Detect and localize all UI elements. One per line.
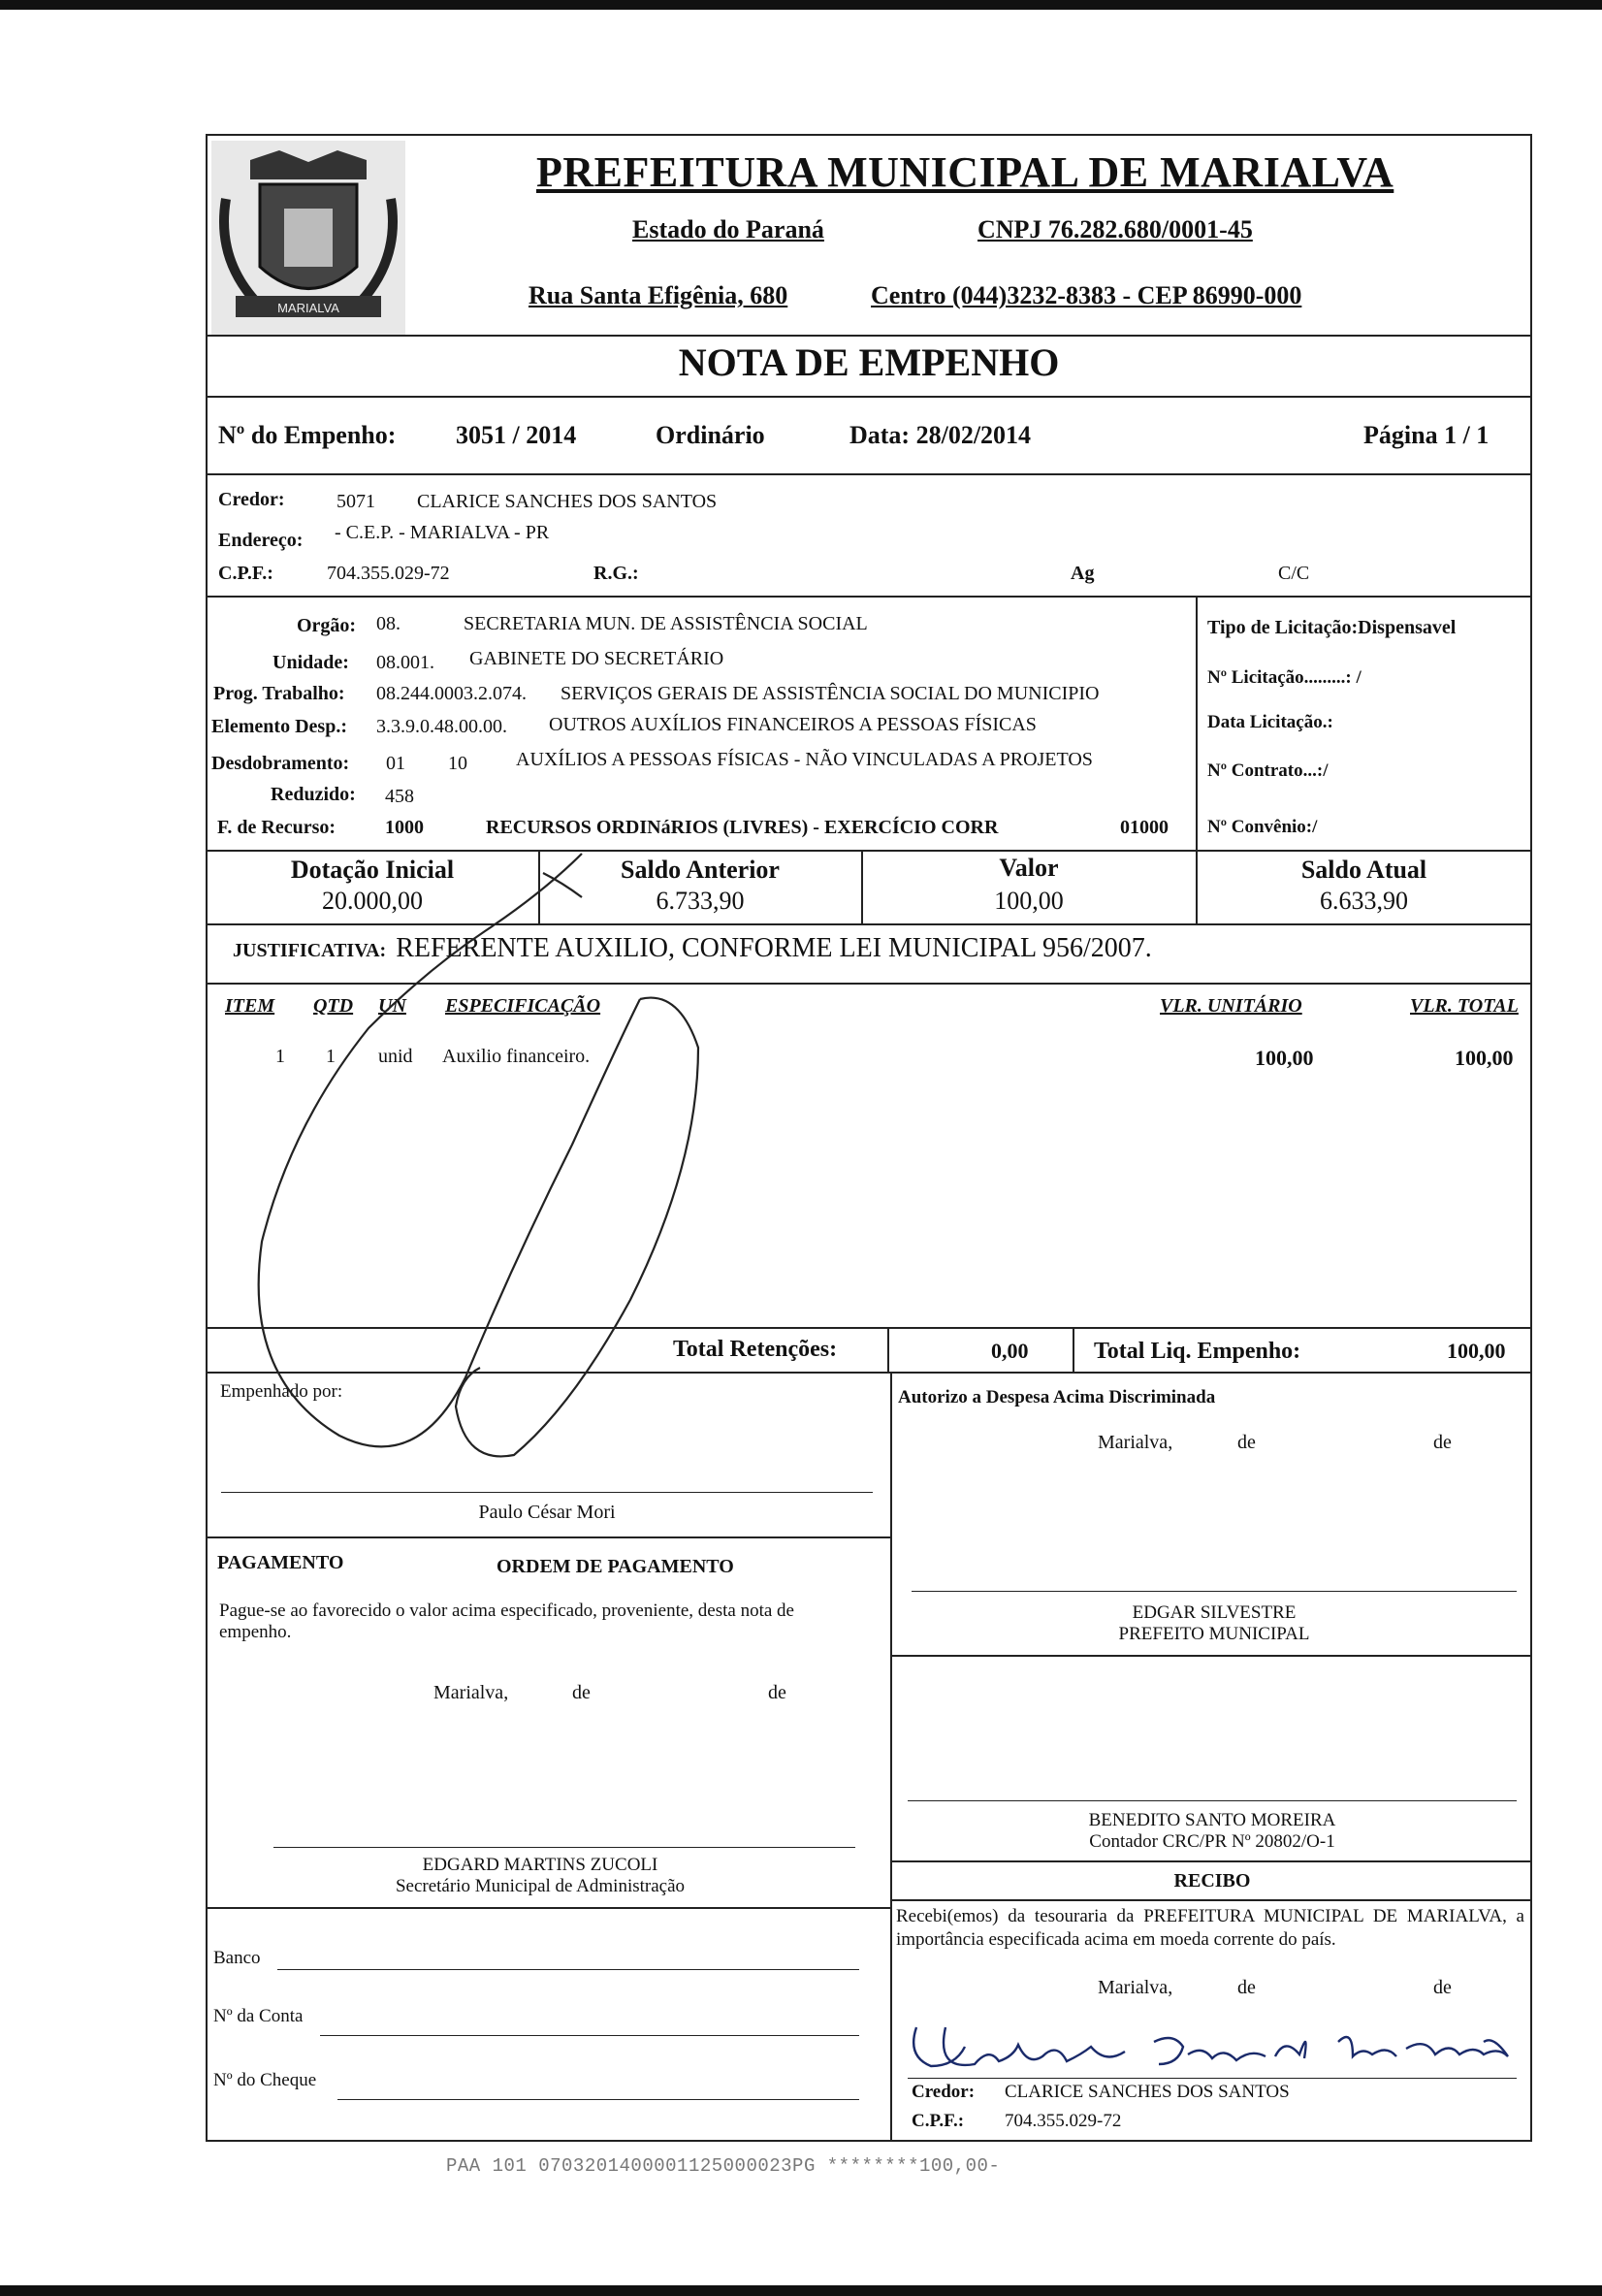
- tipo-licitacao: [1207, 617, 1456, 639]
- unidade-label: Unidade:: [272, 652, 349, 673]
- divider: [206, 850, 1532, 852]
- credor-label: Credor:: [218, 489, 285, 510]
- col-un: UN: [378, 995, 406, 1017]
- item-qtd: 1: [326, 1046, 336, 1067]
- contador-signature-line: [908, 1800, 1517, 1801]
- col-valor-unitario: VLR. UNITÁRIO: [1160, 995, 1302, 1017]
- prefeito-role: PREFEITO MUNICIPAL: [1118, 1624, 1310, 1644]
- credor-signature-line: [908, 2078, 1517, 2079]
- address-field-label: Endereço:: [218, 530, 304, 551]
- elemento-code: 3.3.9.0.48.00.00.: [376, 716, 507, 737]
- desdobramento-name: AUXÍLIOS A PESSOAS FÍSICAS - NÃO VINCULADAS A PROJETOS: [516, 749, 1093, 770]
- empenhado-name: Paulo César Mori: [478, 1502, 616, 1523]
- crest-icon: [211, 141, 405, 335]
- empenhado-signature-line: [221, 1492, 873, 1493]
- prefeito-signature-line: [912, 1591, 1517, 1592]
- divider: [887, 1327, 889, 1372]
- elemento-name: OUTROS AUXÍLIOS FINANCEIROS A PESSOAS FÍSICAS: [549, 714, 1037, 735]
- rg-label: R.G.:: [593, 563, 639, 584]
- recibo-credor-label: Credor:: [912, 2082, 976, 2102]
- divider: [1196, 596, 1198, 850]
- recibo-cpf-label: C.P.F.:: [912, 2111, 965, 2131]
- banco-label: Banco: [213, 1948, 261, 1968]
- ordem-pagamento-label: ORDEM DE PAGAMENTO: [497, 1556, 734, 1577]
- dotacao-value: 20.000,00: [322, 887, 423, 915]
- empenho-type: Ordinário: [656, 421, 765, 449]
- municipal-crest: [211, 141, 405, 335]
- recibo-de1: de: [1237, 1977, 1256, 1998]
- recurso-code: 1000: [385, 817, 424, 838]
- col-item: ITEM: [225, 995, 275, 1017]
- cnpj-label: CNPJ 76.282.680/0001-45: [977, 215, 1253, 243]
- svg-text:MARIALVA: MARIALVA: [277, 301, 339, 315]
- saldo-anterior-value: 6.733,90: [656, 887, 745, 915]
- desdobramento-code1: 01: [386, 753, 405, 774]
- item-number: 1: [275, 1046, 285, 1067]
- divider: [206, 1907, 890, 1909]
- credor-code: 5071: [336, 491, 375, 512]
- liquido-value: 100,00: [1447, 1339, 1506, 1363]
- recibo-cpf: 704.355.029-72: [1005, 2111, 1122, 2131]
- banco-field-line: [277, 1969, 859, 1970]
- page-number: Página 1 / 1: [1363, 421, 1490, 449]
- reduzido-label: Reduzido:: [271, 784, 356, 805]
- cc-label: C/C: [1278, 563, 1310, 584]
- col-qtd: QTD: [313, 995, 354, 1017]
- empenho-number-label: Nº do Empenho:: [218, 421, 397, 449]
- item-valor-unitario: 100,00: [1255, 1046, 1314, 1070]
- conta-field-line: [320, 2035, 859, 2036]
- valor-label: Valor: [999, 854, 1059, 882]
- conta-label: Nº da Conta: [213, 2006, 304, 2026]
- cheque-field-line: [337, 2099, 859, 2100]
- divider: [206, 923, 1532, 925]
- recurso-name: RECURSOS ORDINáRIOS (LIVRES) - EXERCÍCIO CORR: [486, 817, 999, 838]
- secretario-signature-line: [273, 1847, 855, 1848]
- recibo-text: Recebi(emos) da tesouraria da PREFEITURA MUNICIPAL DE MARIALVA, a importância especificada acima em moeda corrente do país.: [896, 1906, 1524, 1950]
- autorizo-label: Autorizo a Despesa Acima Discriminada: [898, 1387, 1216, 1407]
- ag-label: Ag: [1071, 563, 1095, 584]
- orgao-code: 08.: [376, 613, 400, 634]
- desdobramento-label: Desdobramento:: [211, 753, 350, 774]
- empenho-number: 3051 / 2014: [456, 421, 577, 449]
- justificativa-text: REFERENTE AUXILIO, CONFORME LEI MUNICIPAL 956/2007.: [396, 933, 1152, 963]
- phone-cep-label: Centro (044)3232-8383 - CEP 86990-000: [871, 281, 1302, 309]
- orgao-label: Orgão:: [297, 615, 357, 636]
- secretario-role: Secretário Municipal de Administração: [395, 1876, 686, 1896]
- divider: [890, 1899, 1532, 1901]
- secretario-name: EDGARD MARTINS ZUCOLI: [422, 1855, 658, 1875]
- cpf-label: C.P.F.:: [218, 563, 273, 584]
- divider: [206, 1372, 1532, 1374]
- data-licitacao: Data Licitação.:: [1207, 712, 1333, 732]
- unidade-code: 08.001.: [376, 652, 434, 673]
- divider: [890, 1655, 1532, 1657]
- recurso-number: 01000: [1120, 817, 1169, 838]
- reduzido-value: 458: [385, 786, 414, 807]
- recibo-de2: de: [1433, 1977, 1452, 1998]
- prog-code: 08.244.0003.2.074.: [376, 683, 527, 704]
- empenhado-label: Empenhado por:: [220, 1381, 343, 1402]
- autorizo-de2: de: [1433, 1432, 1452, 1453]
- divider: [206, 1327, 1532, 1329]
- col-especificacao: ESPECIFICAÇÃO: [445, 995, 601, 1017]
- retencoes-label: Total Retenções:: [673, 1337, 838, 1362]
- saldo-atual-label: Saldo Atual: [1300, 856, 1427, 884]
- divider: [206, 335, 1532, 337]
- pagamento-label: PAGAMENTO: [217, 1552, 344, 1573]
- scan-top-edge: [0, 0, 1602, 10]
- dotacao-label: Dotação Inicial: [290, 856, 455, 884]
- scan-bottom-edge: [0, 2285, 1602, 2296]
- recibo-credor-name: CLARICE SANCHES DOS SANTOS: [1005, 2082, 1290, 2102]
- numero-convenio: Nº Convênio:/: [1207, 817, 1318, 837]
- contador-role: Contador CRC/PR Nº 20802/O-1: [1089, 1831, 1335, 1852]
- divider: [206, 983, 1532, 985]
- empenho-date: Data: 28/02/2014: [849, 421, 1032, 449]
- recibo-title: RECIBO: [1173, 1870, 1251, 1892]
- item-valor-total: 100,00: [1455, 1046, 1514, 1070]
- divider: [890, 1860, 1532, 1862]
- divider: [890, 1372, 892, 2142]
- prog-label: Prog. Trabalho:: [213, 683, 345, 704]
- desdobramento-code2: 10: [448, 753, 467, 774]
- pagamento-de2: de: [768, 1682, 786, 1703]
- bank-stamp: PAA 101 0703201400001125000023PG ********100,00-: [446, 2155, 1001, 2177]
- item-un: unid: [378, 1046, 413, 1067]
- pagamento-de1: de: [572, 1682, 591, 1703]
- unidade-name: GABINETE DO SECRETÁRIO: [469, 648, 724, 669]
- cheque-label: Nº do Cheque: [213, 2070, 317, 2090]
- pagamento-place: Marialva,: [433, 1682, 509, 1703]
- saldo-atual-value: 6.633,90: [1320, 887, 1408, 915]
- address-label: Rua Santa Efigênia, 680: [529, 281, 788, 309]
- document-title: NOTA DE EMPENHO: [678, 340, 1060, 384]
- elemento-label: Elemento Desp.:: [211, 716, 347, 737]
- divider: [206, 473, 1532, 475]
- contador-name: BENEDITO SANTO MOREIRA: [1088, 1810, 1336, 1830]
- orgao-name: SECRETARIA MUN. DE ASSISTÊNCIA SOCIAL: [464, 613, 868, 634]
- state-label: Estado do Paraná: [632, 215, 824, 243]
- numero-contrato: Nº Contrato...:/: [1207, 760, 1329, 781]
- col-valor-total: VLR. TOTAL: [1410, 995, 1519, 1017]
- retencoes-value: 0,00: [991, 1339, 1029, 1363]
- autorizo-de1: de: [1237, 1432, 1256, 1453]
- credor-cpf: 704.355.029-72: [327, 563, 450, 584]
- prog-name: SERVIÇOS GERAIS DE ASSISTÊNCIA SOCIAL DO MUNICIPIO: [561, 683, 1100, 704]
- numero-licitacao: Nº Licitação.........: /: [1207, 667, 1362, 688]
- prefeito-name: EDGAR SILVESTRE: [1132, 1602, 1297, 1623]
- justificativa: [233, 933, 1152, 964]
- recibo-place: Marialva,: [1098, 1977, 1173, 1998]
- item-especificacao: Auxilio financeiro.: [442, 1046, 591, 1067]
- pagamento-text: Pague-se ao favorecido o valor acima especificado, proveniente, desta nota de empenho.: [219, 1601, 794, 1642]
- credor-name: CLARICE SANCHES DOS SANTOS: [417, 491, 718, 512]
- valor-value: 100,00: [994, 887, 1064, 915]
- divider: [206, 596, 1532, 598]
- autorizo-place: Marialva,: [1098, 1432, 1173, 1453]
- liquido-label: Total Liq. Empenho:: [1094, 1339, 1301, 1364]
- justificativa-label: JUSTIFICATIVA:: [233, 940, 387, 961]
- divider: [206, 396, 1532, 398]
- divider: [206, 1536, 890, 1538]
- tipo-licitacao-text: Tipo de Licitação:Dispensavel: [1207, 617, 1457, 638]
- credor-address: - C.E.P. - MARIALVA - PR: [335, 522, 550, 543]
- divider: [1073, 1327, 1074, 1372]
- recurso-label: F. de Recurso:: [217, 817, 336, 838]
- municipality-title: PREFEITURA MUNICIPAL DE MARIALVA: [536, 148, 1394, 196]
- saldo-anterior-label: Saldo Anterior: [621, 856, 780, 884]
